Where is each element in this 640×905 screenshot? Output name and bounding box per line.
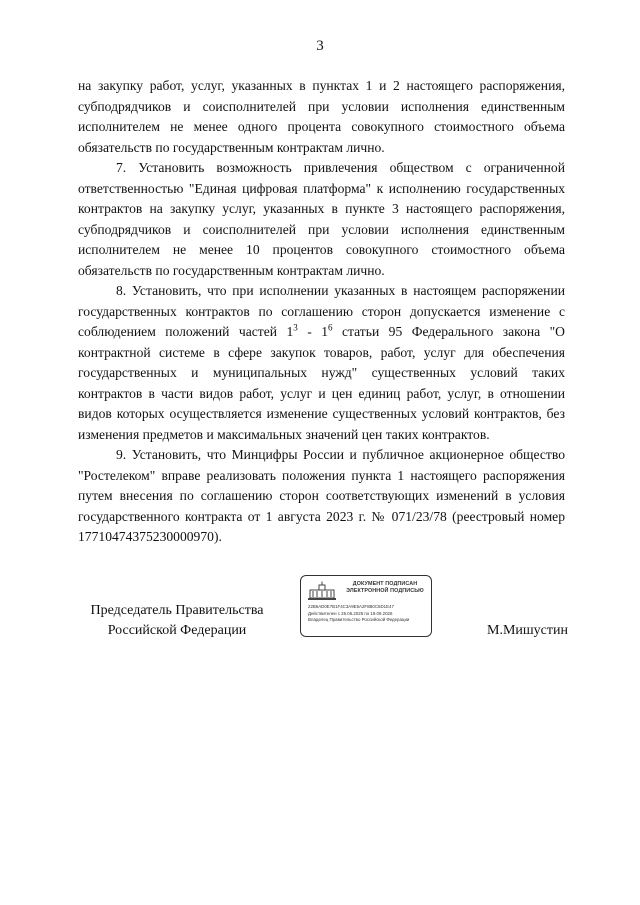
stamp-title-line1: ДОКУМЕНТ ПОДПИСАН xyxy=(352,581,418,587)
signatory-position xyxy=(82,601,272,641)
signatory-name: М.Мишустин xyxy=(487,623,568,638)
signature-block xyxy=(0,599,640,659)
paragraph-8-part2: статьи 95 Федерального закона "О контрактной системе в сфере закупок товаров, работ, услуг для обеспечения государственных и муниципальных нужд" существенных условий таких контрактов в части видов работ, услуг и цен единиц работ, услуг, в отношении видов которых осуществляется изменение существенных условий контрактов, без изменения предметов и максимальных значений цен таких контрактов. xyxy=(78,324,565,442)
signatory-position-line1: Председатель Правительства xyxy=(90,603,264,618)
paragraph-8-part1: 8. Установить, что при исполнении указанных в настоящем распоряжении государственных контрактов по соглашению сторон допускается изменение с соблюдением положений частей 1 xyxy=(78,283,565,339)
paragraph-intro: на закупку работ, услуг, указанных в пунктах 1 и 2 настоящего распоряжения, субподрядчиков и соисполнителей при условии исполнения единственным исполнителем не менее одного процента совокупного стоимостного объема обязательств по государственным контрактам лично. xyxy=(78,78,565,155)
page-number: 3 xyxy=(316,38,324,54)
superscript-3: 3 xyxy=(293,322,298,333)
stamp-title xyxy=(343,581,427,594)
superscript-6: 6 xyxy=(328,322,333,333)
paragraph-8 xyxy=(78,281,565,445)
signatory-position-line2: Российской Федерации xyxy=(107,623,247,638)
building-emblem-icon xyxy=(307,581,337,601)
paragraph-7: 7. Установить возможность привлечения обществом с ограниченной ответственностью "Единая цифровая платформа" к исполнению государственных контрактов на закупку услуг, указанных в пункте 3 настоящего распоряжения, субподрядчиков и соисполнителей при условии исполнения единственным исполнителем не менее 10 процентов совокупного стоимостного объема обязательств по государственным контрактам лично. xyxy=(78,160,565,278)
stamp-validity: Действителен с 26.06.2025 по 19.09.2026 xyxy=(308,611,393,616)
stamp-certificate: 22B6AD0E7B1F4C3A9E5A2F8B0C6D1E47 xyxy=(308,604,394,609)
stamp-title-line2: ЭЛЕКТРОННОЙ ПОДПИСЬЮ xyxy=(346,587,424,594)
document-body xyxy=(78,76,565,548)
stamp-owner: Владелец Правительство Российской Федерации xyxy=(308,617,410,622)
paragraph-9: 9. Установить, что Минцифры России и публичное акционерное общество "Ростелеком" вправе реализовать положения пункта 1 настоящего распоряжения путем внесения по соглашению сторон соответствующих изменений в условия государственного контракта от 1 августа 2023 г. № 071/23/78 (реестровый номер 17710474375230000970). xyxy=(78,447,565,544)
paragraph-8-dash: - 1 xyxy=(297,324,329,339)
